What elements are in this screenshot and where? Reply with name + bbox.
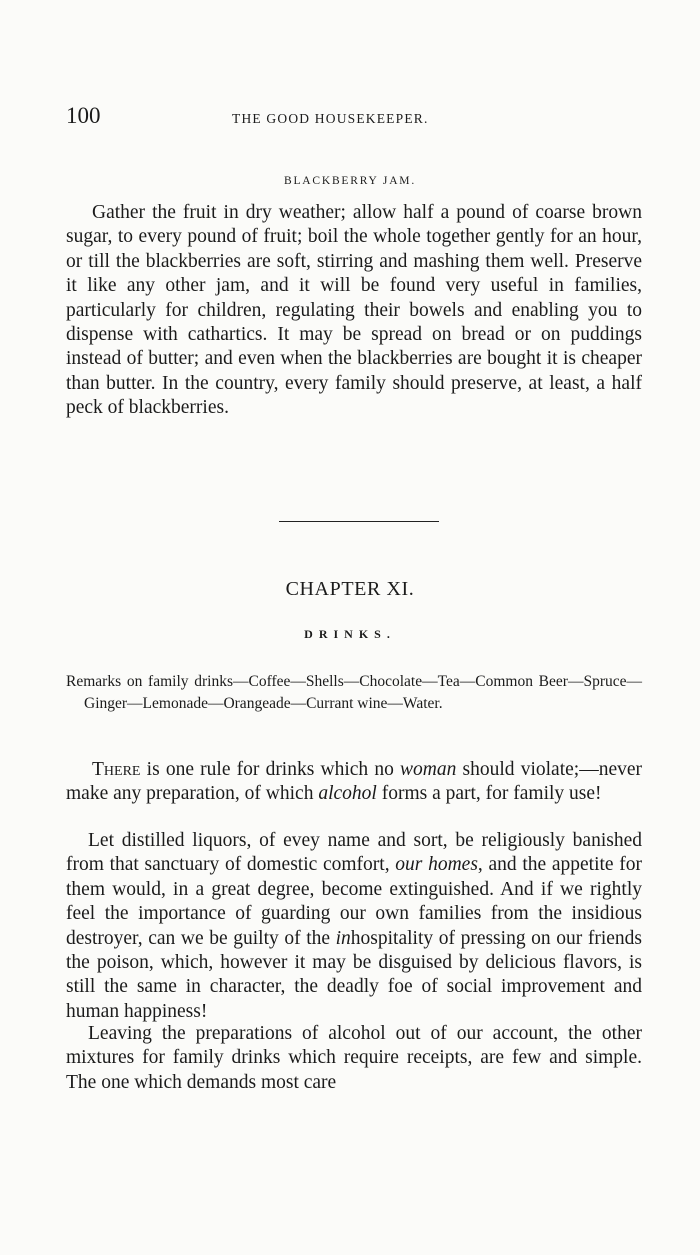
drinks-paragraph-2 bbox=[66, 829, 642, 1024]
section-divider bbox=[279, 521, 439, 522]
blackberry-jam-paragraph: Gather the fruit in dry weather; allow half a pound of coarse brown sugar, to every pound of fruit; boil the whole together gently for an hour, or till the blackberries are soft, stirring and mashing them well. Preserve it like any other jam, and it will be found very useful in families, particularly for children, regulating their bowels and enabling you to dispense with cathartics. It may be spread on bread or on puddings instead of butter; and even when the blackberries are bought it is cheaper than butter. In the country, every family should preserve, at least, a half peck of blackberries. bbox=[66, 202, 642, 419]
running-title: THE GOOD HOUSEKEEPER. bbox=[232, 111, 429, 126]
emphasis-in: in bbox=[335, 927, 351, 949]
text-run: should violate;—never make any preparation, of which bbox=[66, 759, 643, 805]
drinks-paragraph-3: Leaving the preparations of alcohol out of our account, the other mixtures for family drinks which require receipts, are few and simple. The one which demands most care bbox=[66, 1023, 642, 1093]
text-run: forms a part, for family use! bbox=[376, 783, 602, 805]
drinks-paragraph-1 bbox=[66, 758, 642, 807]
emphasis-our-homes: our homes bbox=[395, 854, 478, 876]
chapter-subtitle: DRINKS. bbox=[304, 627, 396, 641]
section-title: BLACKBERRY JAM. bbox=[283, 175, 416, 187]
emphasis-woman: woman bbox=[400, 759, 457, 780]
text-run: , and the appetite for them would, in a great degree, become extinguished. And if we rightly feel the importance of guarding our own families from the insidious destroyer, can we be guilty of the bbox=[66, 854, 643, 949]
emphasis-alcohol: alcohol bbox=[318, 783, 377, 805]
text-run: hospitality of pressing on our friends the poison, which, however it may be disguised by delicious flavors, is still the same in character, the deadly foe of social improvement and human happiness! bbox=[66, 927, 643, 1022]
chapter-summary: Remarks on family drinks—Coffee—Shells—Chocolate—Tea—Common Beer—Spruce—Ginger—Lemonade—Orangeade—Currant wine—Water. bbox=[66, 673, 642, 712]
lead-word: There bbox=[92, 759, 141, 780]
text-run: Let distilled liquors, of evey name and sort, be religiously banished from that sanctuary of domestic comfort, bbox=[66, 830, 642, 876]
chapter-heading: CHAPTER XI. bbox=[285, 578, 415, 600]
page-number: 100 bbox=[66, 103, 101, 128]
running-head bbox=[66, 103, 642, 133]
text-run: is one rule for drinks which no bbox=[140, 759, 401, 780]
